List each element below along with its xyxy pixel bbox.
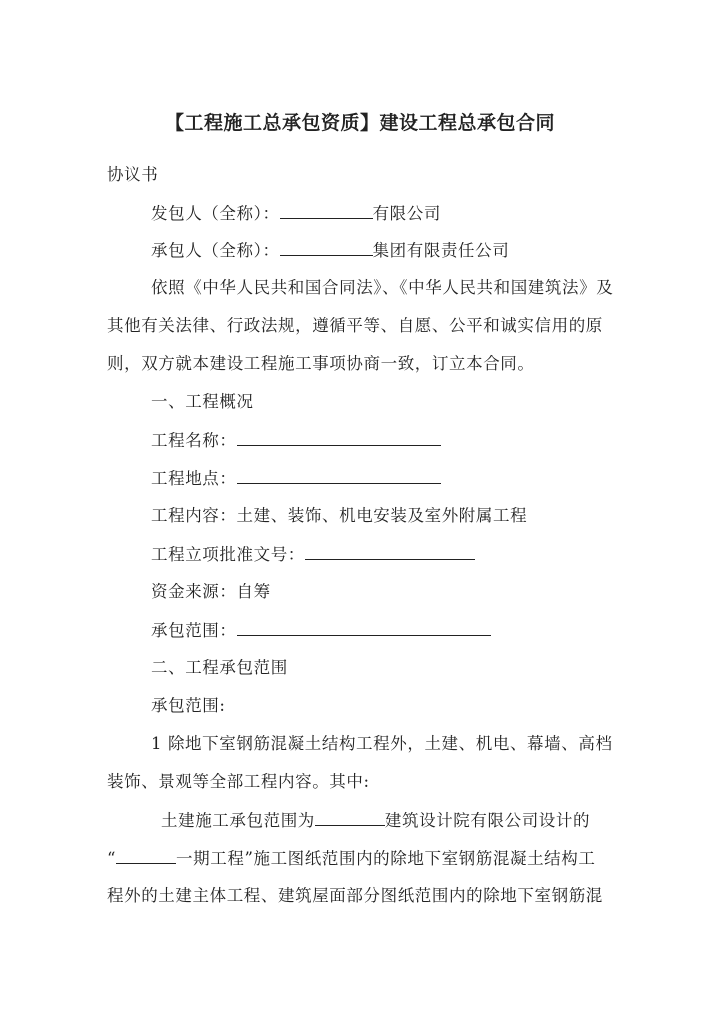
last-visible-line: 程外的土建主体工程、建筑屋面部分图纸范围内的除地下室钢筋混 [107, 886, 603, 905]
contractor-line [151, 238, 509, 263]
contractor-label: 承包人（全称）： [151, 241, 280, 260]
project-name-blank-2 [116, 846, 176, 864]
project-phase-line [107, 846, 595, 871]
project-name-label: 工程名称： [151, 431, 237, 450]
project-location-line [151, 466, 441, 491]
item1-line-1: 1 除地下室钢筋混凝土结构工程外，土建、机电、幕墙、高档 [151, 734, 613, 753]
employer-line [151, 201, 441, 226]
funding-source-line: 资金来源：自筹 [151, 582, 271, 601]
civil-scope-suffix: 建筑设计院有限公司设计的 [384, 811, 591, 830]
approval-number-label: 工程立项批准文号： [151, 545, 305, 564]
employer-label: 发包人（全称）： [151, 204, 280, 223]
contractor-suffix: 集团有限责任公司 [372, 241, 510, 260]
project-content-line: 工程内容：土建、装饰、机电安装及室外附属工程 [151, 506, 528, 525]
agreement-heading: 协议书 [107, 165, 159, 184]
scope-label: 承包范围： [151, 621, 237, 640]
project-name-blank [237, 428, 441, 446]
project-location-label: 工程地点： [151, 469, 237, 488]
project-location-blank [237, 466, 441, 484]
document-title: 【工程施工总承包资质】建设工程总承包合同 [164, 112, 555, 134]
contractor-name-blank [280, 238, 373, 256]
basis-line-2: 其他有关法律、行政法规，遵循平等、自愿、公平和诚实信用的原 [107, 316, 603, 335]
civil-scope-prefix: 土建施工承包范围为 [161, 811, 315, 830]
section2-heading: 二、工程承包范围 [151, 658, 288, 677]
employer-suffix: 有限公司 [372, 204, 441, 223]
approval-number-line [151, 542, 475, 567]
civil-scope-line [161, 808, 590, 833]
basis-line-1: 依照《中华人民共和国合同法》、《中华人民共和国建筑法》及 [151, 278, 614, 297]
project-phase-text: 一期工程”施工图纸范围内的除地下室钢筋混凝土结构工 [176, 849, 596, 868]
item1-line-2: 装饰、景观等全部工程内容。其中: [107, 772, 370, 791]
employer-name-blank [280, 201, 373, 219]
basis-line-3: 则，双方就本建设工程施工事项协商一致，订立本合同。 [107, 354, 535, 373]
design-institute-blank [315, 808, 385, 826]
section1-heading: 一、工程概况 [151, 392, 254, 411]
approval-number-blank [305, 542, 475, 560]
scope-line [151, 618, 491, 643]
project-name-line [151, 428, 441, 453]
scope-blank [237, 618, 491, 636]
section2-scope-label: 承包范围: [151, 696, 226, 715]
open-quote: “ [107, 849, 117, 868]
